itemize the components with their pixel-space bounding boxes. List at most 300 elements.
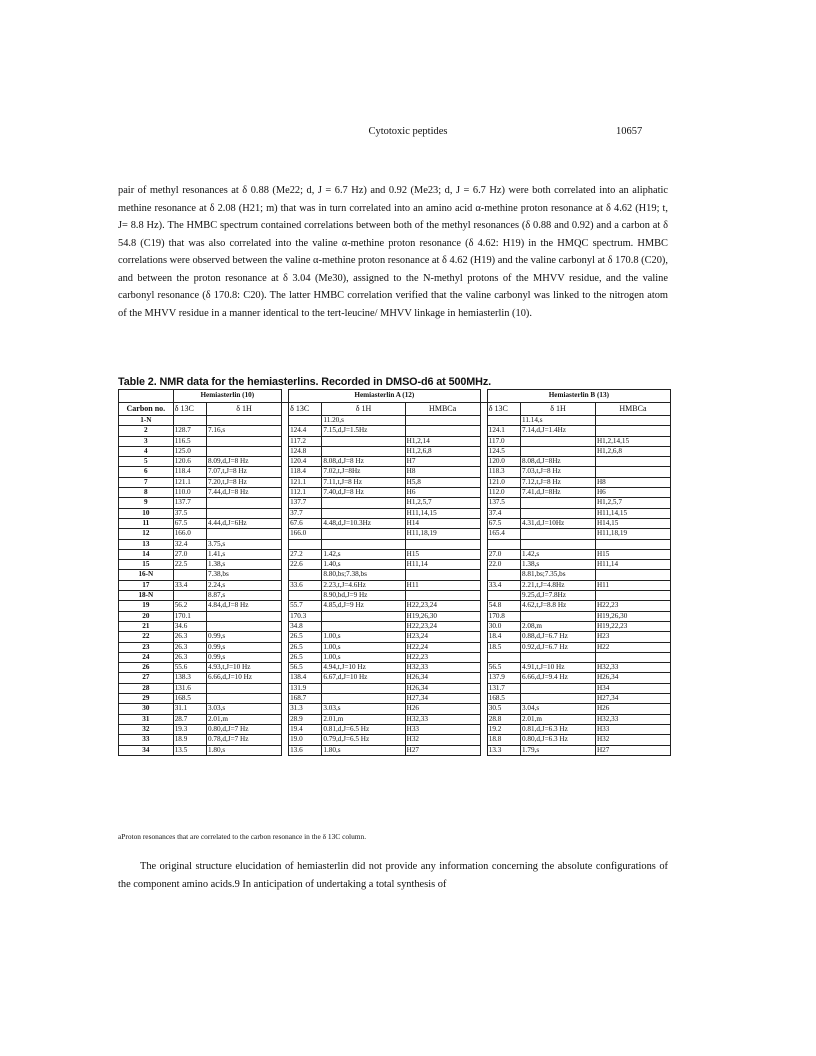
cell-hmbc-13: H11: [595, 580, 670, 590]
cell-hmbc-13: H34: [595, 683, 670, 693]
col-h1: δ 1H: [521, 403, 596, 416]
cell-h1-12: 1.80,s: [322, 745, 405, 755]
cell-hmbc-13: [595, 457, 670, 467]
col-c13: δ 13C: [487, 403, 520, 416]
cell-h1-12: [322, 446, 405, 456]
cell-hmbc-12: H1,2,6,8: [405, 446, 480, 456]
cell-h1-10: 7.16,s: [207, 426, 282, 436]
cell-hmbc-13: H26,34: [595, 673, 670, 683]
cell-hmbc-13: H23: [595, 632, 670, 642]
cell-c13-12: 168.7: [289, 694, 322, 704]
col-c13: δ 13C: [173, 403, 206, 416]
cell-c13-12: 137.7: [289, 498, 322, 508]
table-column-header: [119, 403, 671, 416]
cell-c13-10: 13.5: [173, 745, 206, 755]
cell-hmbc-12: H5,8: [405, 477, 480, 487]
cell-c13-13: 56.5: [487, 663, 520, 673]
cell-hmbc-12: H22,24: [405, 642, 480, 652]
cell-h1-10: 1.38,s: [207, 560, 282, 570]
cell-hmbc-13: H26: [595, 704, 670, 714]
cell-hmbc-13: H22: [595, 642, 670, 652]
cell-hmbc-12: H32,33: [405, 714, 480, 724]
table-row: [119, 426, 671, 436]
cell-c13-10: 26.3: [173, 642, 206, 652]
cell-h1-10: 8.09,d,J=8 Hz: [207, 457, 282, 467]
cell-h1-10: [207, 683, 282, 693]
cell-hmbc-12: H26,34: [405, 673, 480, 683]
table-row: [119, 498, 671, 508]
cell-hmbc-13: [595, 570, 670, 580]
cell-h1-13: 1.79,s: [521, 745, 596, 755]
cell-c13-12: [289, 539, 322, 549]
table-row: [119, 436, 671, 446]
table-row: [119, 663, 671, 673]
cell-carbon-no: 8: [119, 488, 174, 498]
cell-c13-13: 37.4: [487, 508, 520, 518]
cell-c13-13: 137.5: [487, 498, 520, 508]
cell-h1-13: [521, 498, 596, 508]
table-row: [119, 591, 671, 601]
cell-c13-12: 117.2: [289, 436, 322, 446]
cell-c13-13: 13.3: [487, 745, 520, 755]
cell-c13-13: 67.5: [487, 518, 520, 528]
cell-c13-12: 55.7: [289, 601, 322, 611]
table-row: [119, 570, 671, 580]
cell-c13-13: [487, 539, 520, 549]
table-row: [119, 446, 671, 456]
cell-h1-12: 2.23,t,J=4.6Hz: [322, 580, 405, 590]
cell-hmbc-13: H32,33: [595, 714, 670, 724]
cell-c13-12: 118.4: [289, 467, 322, 477]
cell-h1-13: [521, 611, 596, 621]
cell-hmbc-12: H27,34: [405, 694, 480, 704]
cell-hmbc-12: [405, 426, 480, 436]
cell-h1-13: [521, 446, 596, 456]
table-row: [119, 457, 671, 467]
cell-h1-12: 4.94,t,J=10 Hz: [322, 663, 405, 673]
table-row: [119, 416, 671, 426]
cell-hmbc-12: H6: [405, 488, 480, 498]
cell-hmbc-13: H1,2,6,8: [595, 446, 670, 456]
cell-h1-13: 0.88,d,J=6.7 Hz: [521, 632, 596, 642]
cell-c13-13: 168.5: [487, 694, 520, 704]
cell-c13-13: 30.5: [487, 704, 520, 714]
cell-h1-12: 7.15,d,J=1.5Hz: [322, 426, 405, 436]
cell-c13-10: 110.0: [173, 488, 206, 498]
group-hemiasterlin-10: Hemiasterlin (10): [173, 390, 281, 403]
cell-c13-13: 27.0: [487, 549, 520, 559]
table-row: [119, 611, 671, 621]
cell-hmbc-12: H19,26,30: [405, 611, 480, 621]
cell-carbon-no: 18-N: [119, 591, 174, 601]
cell-c13-12: 138.4: [289, 673, 322, 683]
cell-c13-12: [289, 570, 322, 580]
cell-carbon-no: 3: [119, 436, 174, 446]
table-row: [119, 642, 671, 652]
table-row: [119, 724, 671, 734]
cell-carbon-no: 22: [119, 632, 174, 642]
cell-c13-12: 34.8: [289, 621, 322, 631]
cell-h1-12: 8.80,bs;7.38,bs: [322, 570, 405, 580]
cell-carbon-no: 13: [119, 539, 174, 549]
cell-h1-10: 6.66,d,J=10 Hz: [207, 673, 282, 683]
cell-c13-10: 128.7: [173, 426, 206, 436]
cell-hmbc-12: H11,14,15: [405, 508, 480, 518]
cell-h1-12: 8.08,d,J=8 Hz: [322, 457, 405, 467]
cell-hmbc-12: H27: [405, 745, 480, 755]
cell-c13-12: 131.9: [289, 683, 322, 693]
cell-hmbc-13: H19,22,23: [595, 621, 670, 631]
cell-c13-10: 67.5: [173, 518, 206, 528]
cell-h1-13: 2.08,m: [521, 621, 596, 631]
col-hmbc: HMBCa: [405, 403, 480, 416]
cell-c13-10: 37.5: [173, 508, 206, 518]
cell-h1-12: [322, 621, 405, 631]
cell-h1-13: 9.25,d,J=7.8Hz: [521, 591, 596, 601]
col-c13: δ 13C: [289, 403, 322, 416]
cell-carbon-no: 12: [119, 529, 174, 539]
cell-h1-10: 0.78,d,J=7 Hz: [207, 735, 282, 745]
cell-c13-13: 54.8: [487, 601, 520, 611]
cell-carbon-no: 5: [119, 457, 174, 467]
cell-h1-13: 8.81,bs;7.35,bs: [521, 570, 596, 580]
cell-h1-12: 2.01,m: [322, 714, 405, 724]
cell-c13-10: 19.3: [173, 724, 206, 734]
table-row: [119, 673, 671, 683]
cell-c13-13: 124.1: [487, 426, 520, 436]
cell-h1-10: [207, 446, 282, 456]
cell-carbon-no: 31: [119, 714, 174, 724]
cell-hmbc-13: H1,2,5,7: [595, 498, 670, 508]
cell-carbon-no: 16-N: [119, 570, 174, 580]
cell-h1-10: [207, 498, 282, 508]
cell-c13-10: 121.1: [173, 477, 206, 487]
cell-carbon-no: 26: [119, 663, 174, 673]
table-row: [119, 488, 671, 498]
cell-carbon-no: 6: [119, 467, 174, 477]
cell-h1-10: 2.01,m: [207, 714, 282, 724]
cell-hmbc-13: H22,23: [595, 601, 670, 611]
cell-c13-13: 18.8: [487, 735, 520, 745]
cell-c13-10: [173, 591, 206, 601]
cell-h1-13: 7.14,d,J=1.4Hz: [521, 426, 596, 436]
cell-h1-12: 11.20,s: [322, 416, 405, 426]
cell-h1-13: 4.91,t,J=10 Hz: [521, 663, 596, 673]
cell-hmbc-13: [595, 467, 670, 477]
cell-c13-10: 166.0: [173, 529, 206, 539]
cell-hmbc-13: H19,26,30: [595, 611, 670, 621]
cell-h1-10: [207, 694, 282, 704]
cell-hmbc-13: [595, 652, 670, 662]
cell-c13-10: 116.5: [173, 436, 206, 446]
cell-hmbc-12: H11,14: [405, 560, 480, 570]
cell-carbon-no: 28: [119, 683, 174, 693]
table-caption: Table 2. NMR data for the hemiasterlins. Recorded in DMSO-d6 at 500MHz.: [118, 376, 492, 388]
table-row: [119, 621, 671, 631]
cell-h1-10: 4.84,d,J=8 Hz: [207, 601, 282, 611]
cell-h1-10: 4.93,t,J=10 Hz: [207, 663, 282, 673]
cell-h1-13: 1.42,s: [521, 549, 596, 559]
cell-c13-10: 125.0: [173, 446, 206, 456]
cell-c13-13: 28.8: [487, 714, 520, 724]
cell-carbon-no: 29: [119, 694, 174, 704]
cell-hmbc-12: [405, 416, 480, 426]
cell-c13-13: [487, 591, 520, 601]
cell-h1-12: 6.67,d,J=10 Hz: [322, 673, 405, 683]
cell-h1-12: 7.40,d,J=8 Hz: [322, 488, 405, 498]
cell-h1-12: 3.03,s: [322, 704, 405, 714]
cell-c13-10: 131.6: [173, 683, 206, 693]
table-row: [119, 735, 671, 745]
cell-h1-10: 0.99,s: [207, 652, 282, 662]
table-row: [119, 539, 671, 549]
cell-hmbc-12: H26,34: [405, 683, 480, 693]
cell-hmbc-13: [595, 591, 670, 601]
body-paragraph-1: pair of methyl resonances at δ 0.88 (Me22; d, J = 6.7 Hz) and 0.92 (Me23; d, J = 6.7 Hz) were both correlated into an aliphatic methine resonance at δ 2.08 (H21; m) that was in turn correlated into an amino acid α-methine proton resonance at δ 4.62 (H19; t, J= 8.8 Hz). The HMBC spectrum contained correlations between both of the methyl resonances (δ 0.88 and 0.92) and a carbon at δ 54.8 (C19) that was also correlated into the valine α-methine proton resonance (δ 4.62: H19) in the HMQC spectrum. HMBC correlations were observed between the valine α-methine proton resonance at δ 4.62 (H19) and the valine carbonyl at δ 170.8 (C20), and between the proton resonance at δ 3.04 (Me30), assigned to the N-methyl protons of the MHVV residue, and the valine carbonyl resonance (δ 170.8: C20). The latter HMBC correlation verified that the valine carbonyl was linked to the nitrogen atom of the MHVV residue in a manner identical to the tert-leucine/ MHVV linkage in hemiasterlin (10).: [118, 185, 668, 319]
table-row: [119, 601, 671, 611]
cell-c13-13: [487, 652, 520, 662]
cell-h1-13: 0.92,d,J=6.7 Hz: [521, 642, 596, 652]
table-body: [119, 416, 671, 756]
cell-hmbc-12: H22,23: [405, 652, 480, 662]
cell-h1-12: [322, 498, 405, 508]
cell-c13-12: 28.9: [289, 714, 322, 724]
cell-c13-10: 32.4: [173, 539, 206, 549]
cell-h1-12: [322, 436, 405, 446]
cell-carbon-no: 10: [119, 508, 174, 518]
table-row: [119, 560, 671, 570]
cell-carbon-no: 9: [119, 498, 174, 508]
cell-c13-13: [487, 570, 520, 580]
cell-h1-12: 4.48,d,J=10.3Hz: [322, 518, 405, 528]
cell-c13-10: 28.7: [173, 714, 206, 724]
cell-c13-10: 55.6: [173, 663, 206, 673]
cell-hmbc-12: H26: [405, 704, 480, 714]
cell-h1-13: 4.31,d,J=10Hz: [521, 518, 596, 528]
cell-c13-12: 19.0: [289, 735, 322, 745]
table-row: [119, 745, 671, 755]
cell-hmbc-13: H32: [595, 735, 670, 745]
cell-hmbc-12: H8: [405, 467, 480, 477]
cell-h1-13: 7.41,d,J=8Hz: [521, 488, 596, 498]
cell-h1-13: [521, 539, 596, 549]
cell-h1-13: [521, 508, 596, 518]
cell-h1-13: 6.66,d,J=9.4 Hz: [521, 673, 596, 683]
cell-h1-13: [521, 694, 596, 704]
cell-c13-10: 27.0: [173, 549, 206, 559]
cell-c13-10: 138.3: [173, 673, 206, 683]
cell-c13-12: 56.5: [289, 663, 322, 673]
cell-c13-12: 166.0: [289, 529, 322, 539]
cell-c13-10: [173, 416, 206, 426]
cell-carbon-no: 11: [119, 518, 174, 528]
cell-h1-10: [207, 416, 282, 426]
cell-hmbc-13: H8: [595, 477, 670, 487]
cell-hmbc-13: H11,14,15: [595, 508, 670, 518]
cell-hmbc-13: H32,33: [595, 663, 670, 673]
cell-c13-13: [487, 416, 520, 426]
cell-c13-13: 170.8: [487, 611, 520, 621]
nmr-data-table: [118, 389, 671, 756]
cell-h1-12: 1.00,s: [322, 632, 405, 642]
cell-h1-10: 7.20,t,J=8 Hz: [207, 477, 282, 487]
cell-hmbc-13: [595, 426, 670, 436]
table-group-header: [119, 390, 671, 403]
group-hemiasterlin-b-13: Hemiasterlin B (13): [487, 390, 670, 403]
col-hmbc: HMBCa: [595, 403, 670, 416]
cell-c13-12: 22.6: [289, 560, 322, 570]
cell-c13-10: 120.6: [173, 457, 206, 467]
cell-hmbc-13: H33: [595, 724, 670, 734]
cell-h1-10: 3.03,s: [207, 704, 282, 714]
cell-h1-12: [322, 539, 405, 549]
table-row: [119, 580, 671, 590]
table-row: [119, 508, 671, 518]
cell-c13-13: 137.9: [487, 673, 520, 683]
cell-c13-13: 112.0: [487, 488, 520, 498]
cell-h1-12: [322, 529, 405, 539]
cell-c13-10: 33.4: [173, 580, 206, 590]
cell-c13-10: 31.1: [173, 704, 206, 714]
cell-hmbc-13: H1,2,14,15: [595, 436, 670, 446]
cell-hmbc-12: H32,33: [405, 663, 480, 673]
cell-h1-10: [207, 529, 282, 539]
cell-hmbc-12: H14: [405, 518, 480, 528]
cell-c13-12: [289, 416, 322, 426]
cell-h1-10: 7.07,t,J=8 Hz: [207, 467, 282, 477]
cell-c13-12: 124.4: [289, 426, 322, 436]
cell-hmbc-12: [405, 570, 480, 580]
page-number: 10657: [616, 126, 643, 137]
cell-h1-12: 8.90,bd,J=9 Hz: [322, 591, 405, 601]
cell-h1-13: 0.81,d,J=6.3 Hz: [521, 724, 596, 734]
cell-h1-10: [207, 611, 282, 621]
cell-h1-10: 0.99,s: [207, 642, 282, 652]
cell-c13-12: 26.5: [289, 632, 322, 642]
cell-hmbc-12: H11: [405, 580, 480, 590]
cell-hmbc-12: H15: [405, 549, 480, 559]
cell-h1-12: 1.00,s: [322, 642, 405, 652]
cell-h1-13: [521, 436, 596, 446]
cell-c13-12: 37.7: [289, 508, 322, 518]
table-row: [119, 683, 671, 693]
cell-h1-13: 8.08,d,J=8Hz: [521, 457, 596, 467]
cell-c13-10: 56.2: [173, 601, 206, 611]
cell-h1-10: 2.24,s: [207, 580, 282, 590]
cell-carbon-no: 19: [119, 601, 174, 611]
cell-hmbc-12: H1,2,5,7: [405, 498, 480, 508]
table-row: [119, 694, 671, 704]
cell-h1-10: 3.75,s: [207, 539, 282, 549]
group-hemiasterlin-a-12: Hemiasterlin A (12): [289, 390, 481, 403]
cell-c13-12: 19.4: [289, 724, 322, 734]
cell-h1-12: 1.00,s: [322, 652, 405, 662]
cell-carbon-no: 15: [119, 560, 174, 570]
cell-c13-12: 13.6: [289, 745, 322, 755]
cell-h1-12: 0.81,d,J=6.5 Hz: [322, 724, 405, 734]
cell-h1-10: [207, 508, 282, 518]
cell-c13-10: 118.4: [173, 467, 206, 477]
cell-carbon-no: 24: [119, 652, 174, 662]
cell-c13-12: 112.1: [289, 488, 322, 498]
cell-carbon-no: 32: [119, 724, 174, 734]
cell-hmbc-12: H11,18,19: [405, 529, 480, 539]
cell-hmbc-13: [595, 416, 670, 426]
cell-c13-13: 121.0: [487, 477, 520, 487]
cell-carbon-no: 2: [119, 426, 174, 436]
cell-carbon-no: 34: [119, 745, 174, 755]
col-h1: δ 1H: [322, 403, 405, 416]
cell-h1-13: [521, 529, 596, 539]
cell-c13-10: 26.3: [173, 652, 206, 662]
cell-c13-12: 120.4: [289, 457, 322, 467]
cell-carbon-no: 17: [119, 580, 174, 590]
cell-hmbc-12: H32: [405, 735, 480, 745]
cell-c13-13: 30.0: [487, 621, 520, 631]
table-row: [119, 704, 671, 714]
cell-hmbc-12: H7: [405, 457, 480, 467]
cell-h1-10: 7.44,d,J=8 Hz: [207, 488, 282, 498]
cell-c13-13: 18.5: [487, 642, 520, 652]
cell-c13-10: 137.7: [173, 498, 206, 508]
cell-c13-12: 121.1: [289, 477, 322, 487]
cell-carbon-no: 14: [119, 549, 174, 559]
cell-carbon-no: 7: [119, 477, 174, 487]
cell-c13-13: 19.2: [487, 724, 520, 734]
cell-h1-10: 4.44,d,J=6Hz: [207, 518, 282, 528]
body-paragraph-2: The original structure elucidation of hemiasterlin did not provide any information concerning the absolute configurations of the component amino acids.9 In anticipation of undertaking a total synthesis of: [118, 861, 668, 890]
cell-c13-12: 33.6: [289, 580, 322, 590]
cell-c13-13: 117.0: [487, 436, 520, 446]
cell-c13-10: 22.5: [173, 560, 206, 570]
table-footnote: aProton resonances that are correlated to the carbon resonance in the δ 13C column.: [118, 832, 367, 841]
cell-c13-12: 124.8: [289, 446, 322, 456]
cell-h1-12: 1.42,s: [322, 549, 405, 559]
table-row: [119, 549, 671, 559]
cell-h1-12: [322, 611, 405, 621]
cell-h1-13: 0.80,d,J=6.3 Hz: [521, 735, 596, 745]
running-header: Cytotoxic peptides: [368, 126, 448, 137]
cell-h1-13: 1.38,s: [521, 560, 596, 570]
cell-h1-13: [521, 683, 596, 693]
cell-hmbc-12: H22,23,24: [405, 601, 480, 611]
cell-h1-12: 7.02,t,J=8Hz: [322, 467, 405, 477]
cell-h1-13: 3.04,s: [521, 704, 596, 714]
table-row: [119, 467, 671, 477]
cell-c13-12: 26.5: [289, 642, 322, 652]
cell-hmbc-12: [405, 591, 480, 601]
table-row: [119, 477, 671, 487]
cell-h1-13: [521, 652, 596, 662]
col-carbon-number: Carbon no.: [119, 403, 174, 416]
cell-h1-12: [322, 694, 405, 704]
cell-carbon-no: 1-N: [119, 416, 174, 426]
cell-h1-12: [322, 683, 405, 693]
cell-h1-13: 7.12,t,J=8 Hz: [521, 477, 596, 487]
cell-c13-12: 31.3: [289, 704, 322, 714]
cell-c13-13: 33.4: [487, 580, 520, 590]
cell-h1-12: [322, 508, 405, 518]
cell-h1-12: 4.85,d,J=9 Hz: [322, 601, 405, 611]
cell-c13-13: 22.0: [487, 560, 520, 570]
cell-h1-10: 7.38,bs: [207, 570, 282, 580]
table-row: [119, 652, 671, 662]
cell-c13-12: [289, 591, 322, 601]
cell-h1-13: 11.14,s: [521, 416, 596, 426]
cell-carbon-no: 30: [119, 704, 174, 714]
cell-c13-13: 18.4: [487, 632, 520, 642]
table-row: [119, 714, 671, 724]
